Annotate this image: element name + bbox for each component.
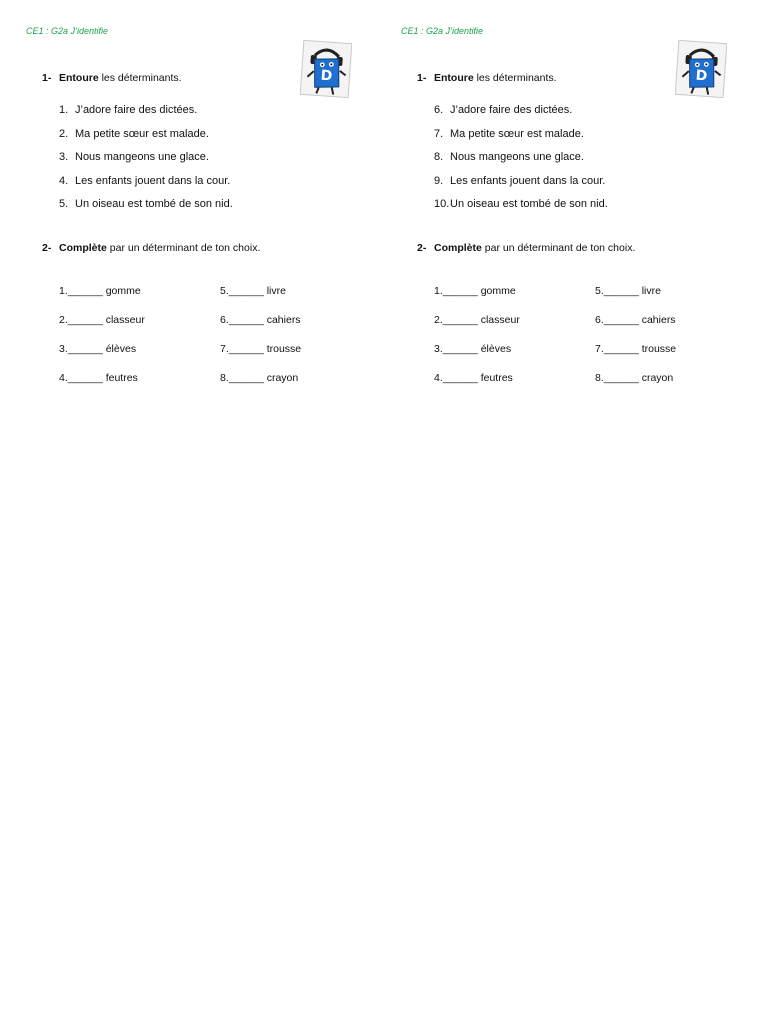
- question-1-title: [417, 72, 557, 84]
- list-item: [434, 103, 608, 127]
- worksheet-right: [375, 0, 759, 1024]
- question-2-keyword: Complète: [434, 242, 482, 254]
- sentence-number: 9.: [434, 174, 444, 187]
- sentence-number: 7.: [434, 127, 444, 140]
- question-1-number: 1-: [42, 72, 52, 84]
- fill-in-item: 8.______ crayon: [595, 372, 674, 384]
- fill-in-item: 8.______ crayon: [220, 372, 299, 384]
- question-2-title: [417, 242, 635, 254]
- question-1-instruction: les déterminants.: [473, 72, 557, 84]
- sentence-text: Ma petite sœur est malade.: [450, 127, 584, 140]
- fill-in-item: 1.______ gomme: [434, 285, 516, 297]
- fill-in-item: 4.______ feutres: [59, 372, 138, 384]
- list-item: [59, 103, 233, 127]
- sentence-number: 6.: [434, 104, 444, 116]
- list-item: [59, 127, 233, 151]
- fill-in-item: 5.______ livre: [595, 285, 661, 297]
- question-1-title: [42, 72, 182, 84]
- sentence-text: Les enfants jouent dans la cour.: [75, 174, 231, 187]
- list-item: [434, 174, 608, 198]
- question-1-keyword: Entoure: [59, 72, 99, 84]
- question-1-instruction: les déterminants.: [98, 72, 182, 84]
- fill-in-item: 3.______ élèves: [59, 343, 137, 355]
- sentence-text: Les enfants jouent dans la cour.: [450, 174, 606, 187]
- letter-d-mascot-icon: [675, 40, 727, 98]
- question-1-keyword: Entoure: [434, 72, 474, 84]
- fill-in-item: 7.______ trousse: [220, 343, 302, 355]
- sentence-number: 1.: [59, 104, 69, 116]
- sentence-list: [59, 103, 233, 221]
- sentence-text: Un oiseau est tombé de son nid.: [75, 198, 233, 210]
- question-2-keyword: Complète: [59, 242, 107, 254]
- list-item: [59, 197, 233, 221]
- sentence-text: J’adore faire des dictées.: [75, 104, 198, 116]
- fill-in-item: 7.______ trousse: [595, 343, 677, 355]
- mascot-letter: D: [320, 67, 333, 85]
- sentence-list: [434, 103, 608, 221]
- question-2-instruction: par un déterminant de ton choix.: [106, 242, 261, 254]
- worksheet-header: CE1 : G2a J’identifie: [401, 26, 484, 36]
- sentence-text: Ma petite sœur est malade.: [75, 127, 209, 140]
- sentence-number: 8.: [434, 151, 444, 163]
- sentence-text: Nous mangeons une glace.: [75, 151, 209, 163]
- worksheet-header: CE1 : G2a J’identifie: [26, 26, 109, 36]
- sentence-text: Nous mangeons une glace.: [450, 151, 584, 163]
- fill-in-item: 3.______ élèves: [434, 343, 512, 355]
- sentence-number: 10.: [434, 198, 450, 210]
- list-item: [434, 197, 608, 221]
- list-item: [434, 150, 608, 174]
- sentence-number: 3.: [59, 151, 69, 163]
- sentence-number: 4.: [59, 174, 69, 187]
- list-item: [59, 150, 233, 174]
- question-1-number: 1-: [417, 72, 427, 84]
- sentence-text: Un oiseau est tombé de son nid.: [450, 198, 608, 210]
- list-item: [434, 127, 608, 151]
- question-2-number: 2-: [42, 242, 52, 254]
- sentence-number: 2.: [59, 127, 69, 140]
- list-item: [59, 174, 233, 198]
- question-2-title: [42, 242, 260, 254]
- sentence-text: J’adore faire des dictées.: [450, 104, 573, 116]
- letter-d-mascot-icon: [300, 40, 352, 98]
- question-2-number: 2-: [417, 242, 427, 254]
- sentence-number: 5.: [59, 198, 69, 210]
- fill-in-item: 6.______ cahiers: [220, 314, 301, 326]
- question-2-instruction: par un déterminant de ton choix.: [481, 242, 636, 254]
- mascot-letter: D: [695, 67, 708, 85]
- fill-in-item: 4.______ feutres: [434, 372, 513, 384]
- fill-in-item: 2.______ classeur: [434, 314, 520, 326]
- fill-in-item: 6.______ cahiers: [595, 314, 676, 326]
- fill-in-item: 1.______ gomme: [59, 285, 141, 297]
- fill-in-item: 2.______ classeur: [59, 314, 145, 326]
- fill-in-item: 5.______ livre: [220, 285, 286, 297]
